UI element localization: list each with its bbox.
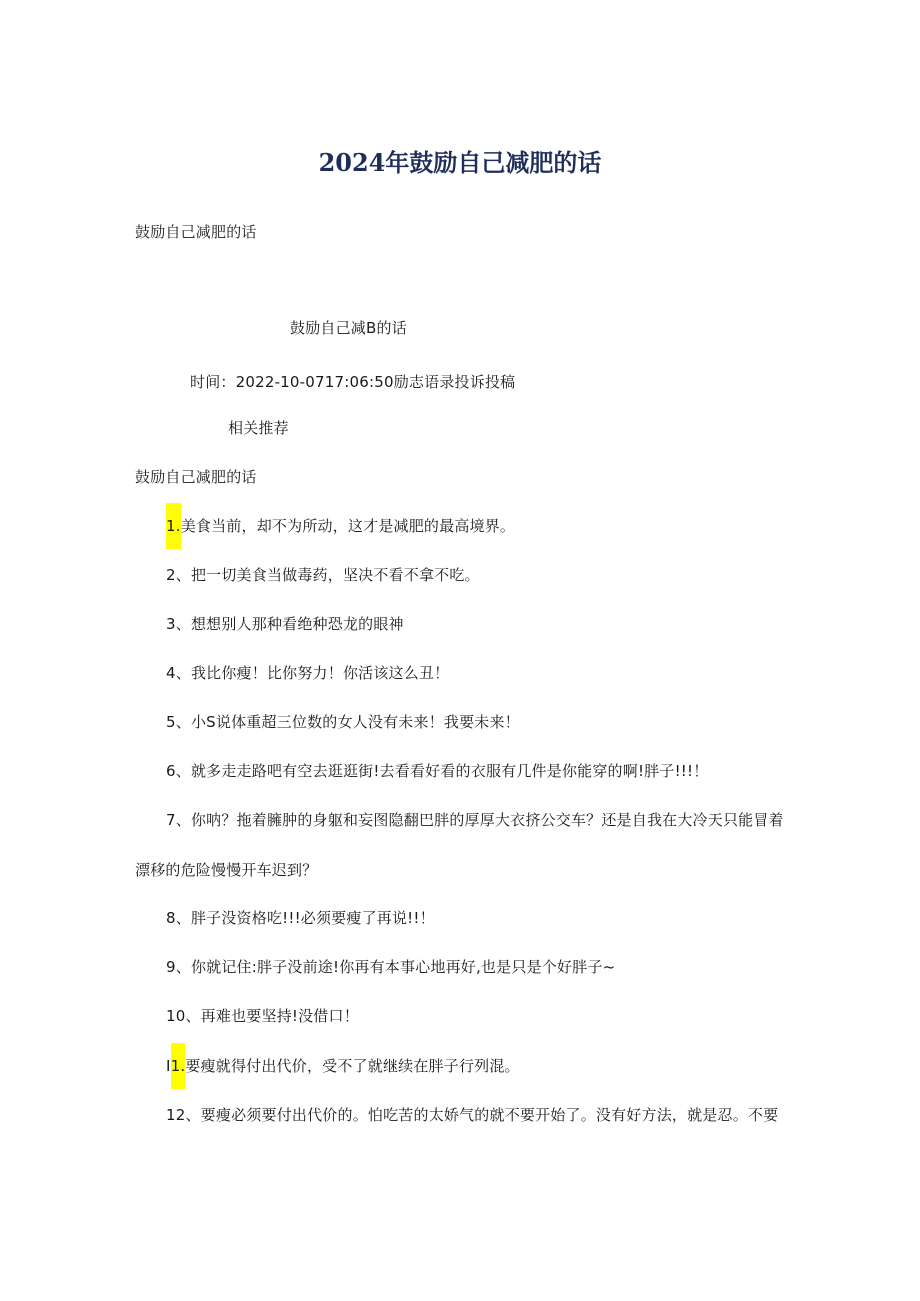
list-item-continuation: 漂移的危险慢慢开车迟到？ xyxy=(135,861,318,879)
list-item: 3、想想别人那种看绝种恐龙的眼神 xyxy=(166,615,404,633)
list-item-prefix: I xyxy=(166,1057,171,1075)
list-item-text: 要瘦就得付出代价，受不了就继续在胖子行列混。 xyxy=(185,1057,520,1075)
meta-line: 时间：2022-10-0717:06:50励志语录投诉投稿 xyxy=(190,373,516,391)
list-item: 5、小S说体重超三位数的女人没有未来！我要未来！ xyxy=(166,713,520,731)
list-item: 10、再难也要坚持!没借口！ xyxy=(166,1007,359,1025)
list-item xyxy=(166,1056,520,1089)
highlight-mark: 1. xyxy=(171,1043,186,1089)
list-item: 2、把一切美食当做毒药，坚决不看不拿不吃。 xyxy=(166,566,480,584)
related-label: 相关推荐 xyxy=(228,419,289,437)
list-item xyxy=(166,516,515,549)
list-item: 6、就多走走路吧有空去逛逛街!去看看好看的衣服有几件是你能穿的啊!胖子!!!！ xyxy=(166,762,709,780)
list-item-text: 美食当前，却不为所动，这才是减肥的最高境界。 xyxy=(180,517,516,535)
list-item: 12、要瘦必须要付出代价的。怕吃苦的太娇气的就不要开始了。没有好方法，就是忍。不要 xyxy=(166,1106,779,1124)
document-title: 2024年鼓励自己减肥的话 xyxy=(318,148,602,177)
list-item: 7、你呐？拖着臃肿的身躯和妄图隐翻巴胖的厚厚大衣挤公交车？还是自我在大冷天只能冒着 xyxy=(166,811,784,829)
section-heading: 鼓励自己减肥的话 xyxy=(135,468,257,486)
highlight-mark: 1. xyxy=(166,503,181,549)
list-item: 9、你就记住:胖子没前途!你再有本事心地再好,也是只是个好胖子~ xyxy=(166,958,616,976)
list-item: 8、胖子没资格吃!!!必须要瘦了再说!!！ xyxy=(166,909,435,927)
intro-heading: 鼓励自己减肥的话 xyxy=(135,223,257,241)
list-item: 4、我比你瘦！比你努力！你活该这么丑！ xyxy=(166,664,450,682)
article-title: 鼓励自己减B的话 xyxy=(290,319,407,337)
